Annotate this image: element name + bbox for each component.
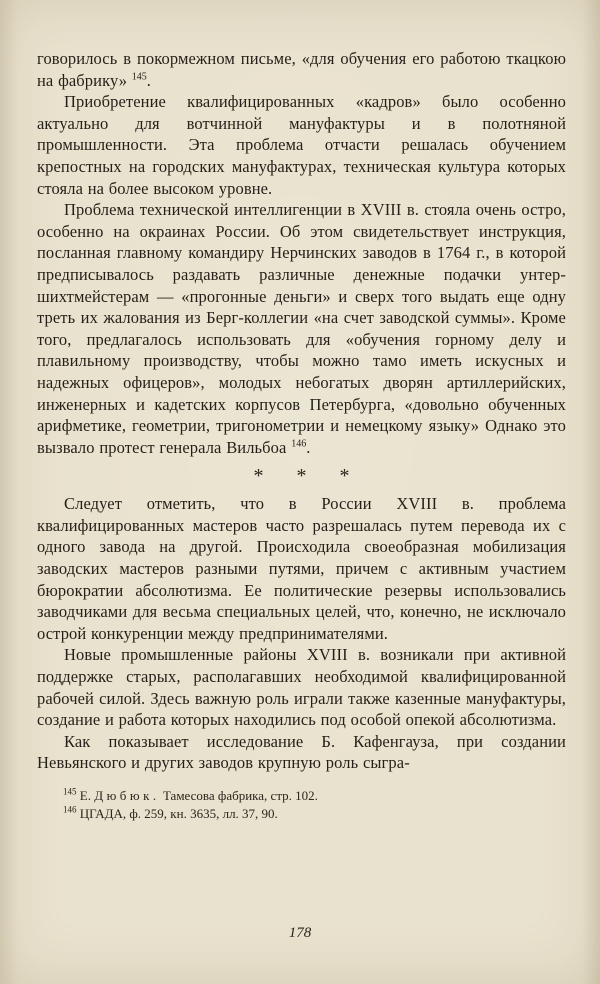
page-number: 178: [288, 925, 312, 941]
footnote-145-number: 145: [63, 786, 77, 797]
footnote-146-text: ЦГАДА, ф. 259, кн. 3635, лл. 37, 90.: [79, 805, 278, 821]
paragraph-4-text: Следует отметить, что в России XVIII в. проблема квалифицированных мастеров часто разрешалась путем перевода их с одного завода на другой. Происходила своеобразная мобилизация заводских мастеров разными путями, причем с активным участием бюрократии абсолютизма. Ее политические резервы использовались заводчиками для весьма специальных целей, что, конечно, не исключало острой конкуренции между предпринимателями.: [37, 494, 566, 643]
paragraph-6-text: Как показывает исследование Б. Кафенгауза, при создании Невьянского и других заводов крупную роль сыгра-: [37, 731, 566, 773]
footnote-146-number: 146: [63, 804, 77, 815]
footnote-ref-145: 145: [131, 71, 147, 83]
paragraph-3-tail: .: [306, 437, 311, 457]
paragraph-2-text: Приобретение квалифицированных «кадров» было особенно актуально для вотчинной мануфактуры и в полотняной промышленности. Эта проблема отчасти решалась обучением крепостных на городских мануфактурах, техническая культура которых стояла на более высоком уровне.: [37, 92, 566, 198]
paragraph-1: [37, 48, 566, 91]
footnote-145: [37, 787, 566, 805]
paragraph-4: [37, 493, 566, 644]
paragraph-3-text: Проблема технической интеллигенции в XVIII в. стояла очень остро, особенно на окраинах России. Об этом свидетельствует инструкция, посланная главному командиру Нерчинских заводов в 1764 г., в которой предписывалось раздавать различные денежные подачки унтер-шихтмейстерам — «прогонные деньги» и сверх того выдать еще одну треть их жалования из Берг-коллегии «на счет заводской суммы». Кроме того, предлагалось использовать для «обучения горному делу и плавильному производству, чтобы можно тамо иметь искусных и надежных офицеров», молодых небогатых дворян артиллерийских, инженерных и кадетских корпусов Петербурга, «довольно обученных арифметике, геометрии, тригонометрии и немецкому языку» Однако это вызвало протест генерала Вильбоа: [37, 200, 566, 457]
footnote-145-text: Тамесова фабрика, стр. 102.: [162, 788, 318, 803]
footnote-146: [37, 805, 566, 823]
footnote-145-author-initial: Е.: [79, 788, 91, 803]
paragraph-5: [37, 644, 566, 730]
footnote-145-author: Дюбюк.: [94, 788, 160, 803]
page-text: [37, 48, 566, 822]
paragraph-5-text: Новые промышленные районы XVIII в. возникали при активной поддержке старых, располагавших необходимой квалифицированной рабочей силой. Здесь важную роль играли также казенные мануфактуры, создание и работа которых находились под особой опекой абсолютизма.: [37, 645, 566, 730]
paragraph-3: [37, 199, 566, 458]
footnotes: [37, 787, 566, 822]
footnote-ref-146: 146: [291, 438, 307, 450]
section-separator: * * *: [253, 465, 364, 488]
paragraph-1-text: говорилось в покормежном письме, «для обучения его работою ткацкою на фабрику»: [37, 49, 566, 90]
paragraph-2: [37, 91, 566, 199]
paragraph-1-tail: .: [146, 70, 152, 90]
paragraph-6: [37, 731, 566, 774]
